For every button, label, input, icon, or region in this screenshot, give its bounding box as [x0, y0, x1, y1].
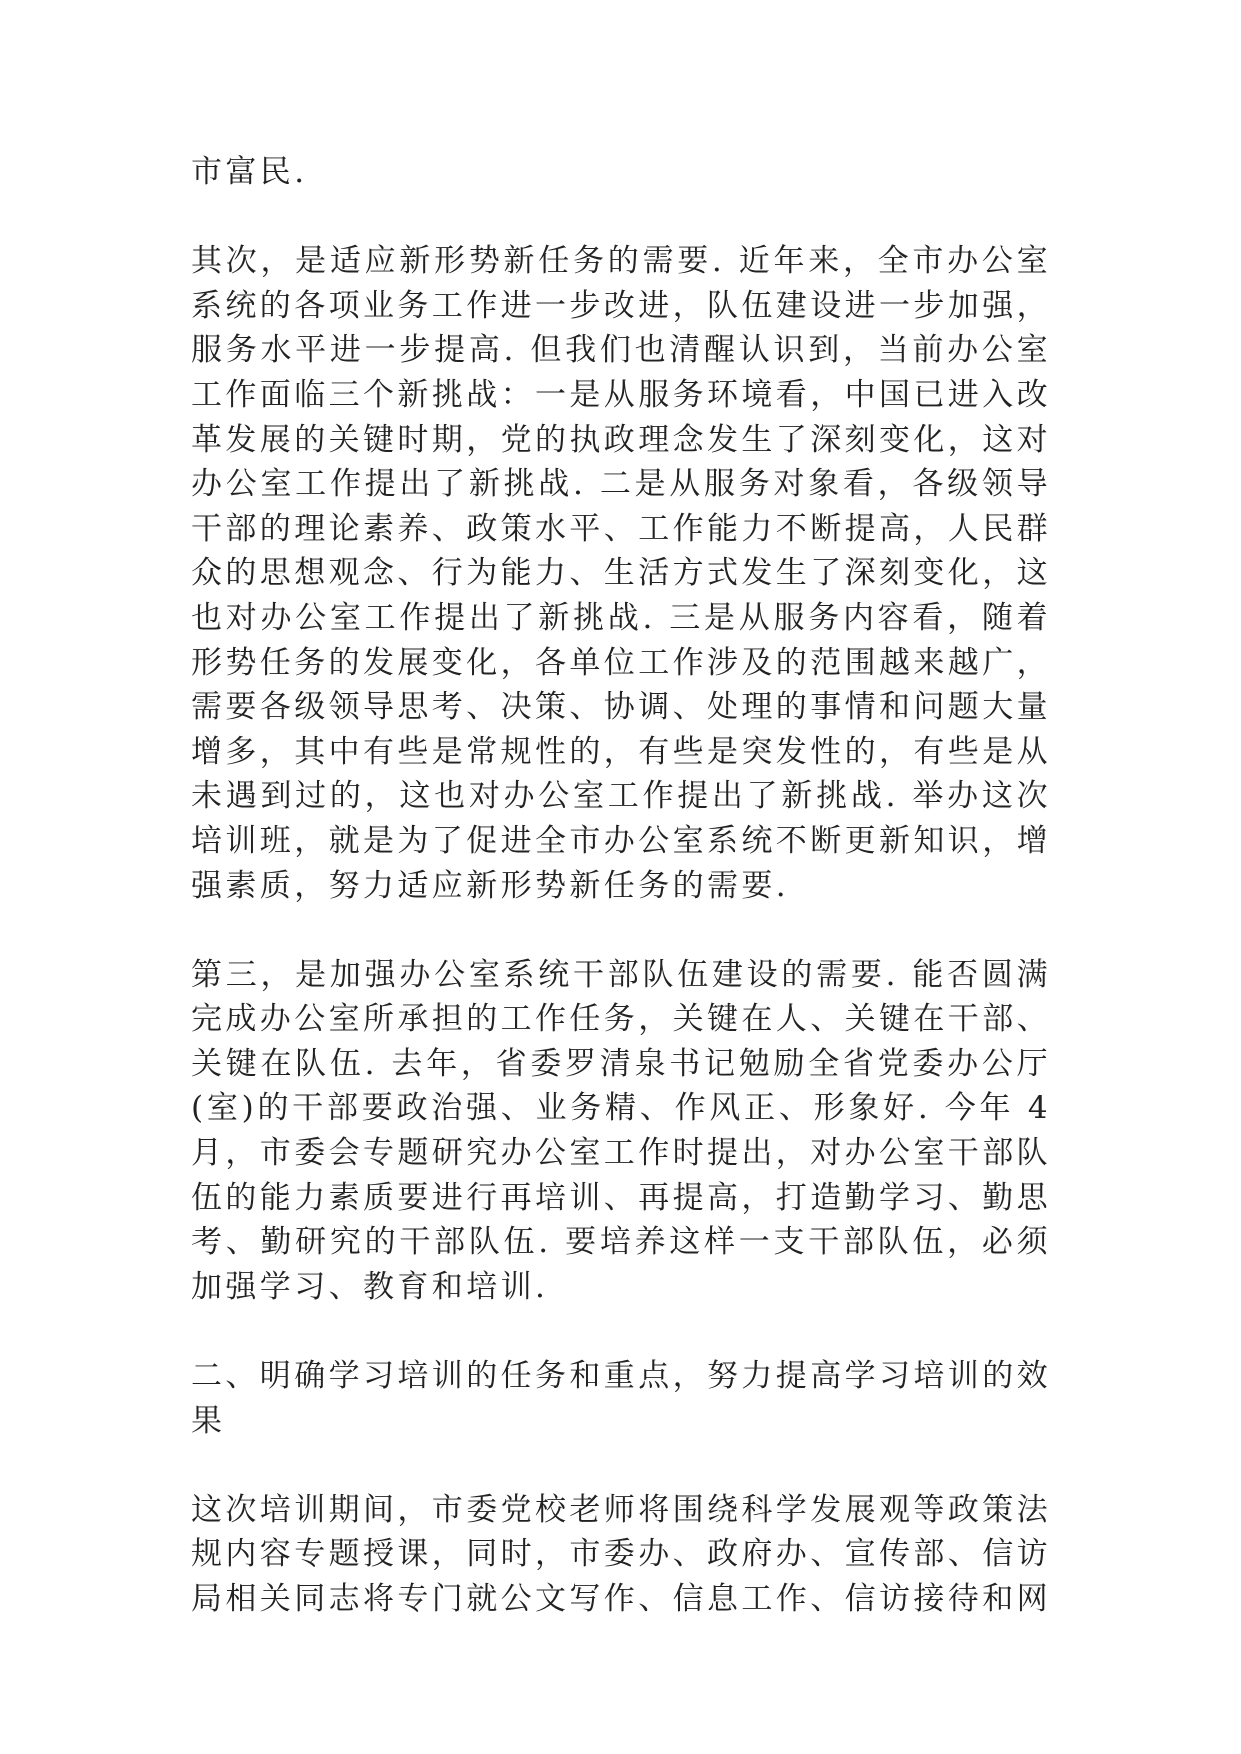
- section-heading: 二、明确学习培训的任务和重点，努力提高学习培训的效果: [191, 1358, 1051, 1439]
- paragraph-training-content: 这次培训期间，市委党校老师将围绕科学发展观等政策法规内容专题授课，同时，市委办、政府办、宣传部、信访局相关同志将专门就公文写作、信息工作、信访接待和网: [191, 1491, 1051, 1617]
- paragraph-continuation: 市富民.: [191, 154, 308, 190]
- paragraph-third-reason: 第三，是加强办公室系统干部队伍建设的需要. 能否圆满完成办公室所承担的工作任务，关键在人、关键在干部、关键在队伍. 去年，省委罗清泉书记勉励全省党委办公厅(室)的干部要政治强、业务精、作风正、形象好. 今年 4 月，市委会专题研究办公室工作时提出，对办公室干部队伍的能力素质要进行再培训、再提高，打造勤学习、勤思考、勤研究的干部队伍. 要培养这样一支干部队伍，必须加强学习、教育和培训.: [191, 956, 1051, 1305]
- paragraph-second-reason: 其次，是适应新形势新任务的需要. 近年来，全市办公室系统的各项业务工作进一步改进，队伍建设进一步加强，服务水平进一步提高. 但我们也清醒认识到，当前办公室工作面临三个新挑战：一是从服务环境看，中国已进入改革发展的关键时期，党的执政理念发生了深刻变化，这对办公室工作提出了新挑战. 二是从服务对象看，各级领导干部的理论素养、政策水平、工作能力不断提高，人民群众的思想观念、行为能力、生活方式发生了深刻变化，这也对办公室工作提出了新挑战. 三是从服务内容看，随着形势任务的发展变化，各单位工作涉及的范围越来越广，需要各级领导思考、决策、协调、处理的事情和问题大量增多，其中有些是常规性的，有些是突发性的，有些是从未遇到过的，这也对办公室工作提出了新挑战. 举办这次培训班，就是为了促进全市办公室系统不断更新知识，增强素质，努力适应新形势新任务的需要.: [191, 243, 1051, 904]
- document-body: [191, 150, 1051, 1666]
